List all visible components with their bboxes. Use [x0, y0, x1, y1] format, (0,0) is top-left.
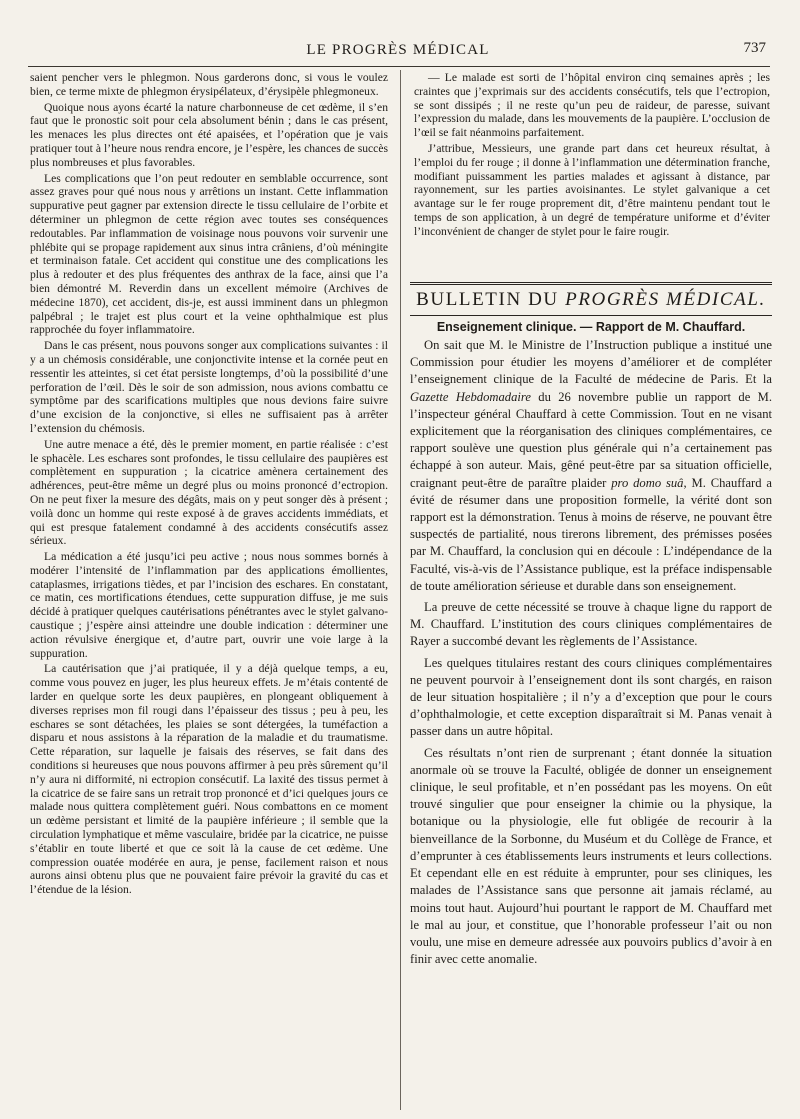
bulletin-bottom-rule: [410, 315, 772, 316]
running-title: LE PROGRÈS MÉDICAL: [306, 42, 490, 58]
latin-phrase: pro domo suâ: [611, 475, 684, 490]
right-column-top: [414, 71, 770, 241]
column-divider: [400, 70, 401, 1110]
bulletin-title-journal: PROGRÈS MÉDICAL.: [565, 289, 766, 310]
page-header: [28, 42, 768, 64]
paragraph: Une autre menace a été, dès le premier moment, en partie réalisée : c’est le sphacèle. Les eschares sont profondes, le tissu cellulaire des paupières est complètement en suppuration ; la cicatrice amènera certainement des adhérences, peut-être même un degré plus ou moins prononcé d’ectropion. On ne peut fixer la mesure des dégâts, mais on y peut songer dès à présent ; voilà donc un homme qui reste exposé à de graves accidents immédiats, et qui est presque fatalement condamné à des accidents consécutifs assez sérieux.: [30, 437, 388, 548]
journal-name: Gazette Hebdomadaire: [410, 389, 531, 404]
paragraph: Les quelques titulaires restant des cours cliniques complémentaires ne peuvent pourvoir à l’enseignement dont ils sont chargés, en raison de leur situation hospitalière ; il n’y a d’exception que pour le cours d’ophthalmologie, et cette exception disparaîtrait si M. Panas venait à passer dans un autre hôpital.: [410, 655, 772, 739]
bulletin-body: [410, 337, 772, 968]
text-run: On sait que M. le Ministre de l’Instruction publique a institué une Commission pour étudier les moyens d’améliorer et de compléter l’enseignement clinique de la Faculté de médecine de Paris. Et la: [410, 338, 772, 387]
paragraph: Ces résultats n’ont rien de surprenant ; étant donnée la situation anormale où se trouve la Faculté, obligée de donner un enseignement clinique, le seul profitable, et n’en possédant pas les moyens. On eût trouvé singulier que pour enseigner la chimie ou la physique, la botanique ou la physiologie, elle fut obligée de recourir à la bienveillance de la Sorbonne, du Muséum et du Collège de France, et d’emprunter à ces établissements leurs instruments et leurs collections. Et cependant elle en est réduite à emprunter, pour ses cliniques, les malades de l’Assistance sans que personne ait jamais réclamé, au moins tout haut. Aujourd’hui pourtant le rapport de M. Chauffard met le mal au jour, et constitue, que l’honorable professeur l’ait ou non voulu, une mise en demeure adressée aux pouvoirs publics d’avoir à en finir avec cette anomalie.: [410, 745, 772, 967]
paragraph: — Le malade est sorti de l’hôpital environ cinq semaines après ; les craintes que j’exprimais sur des accidents consécutifs, tels que l’ectropion, se sont dissipés ; il ne reste qu’un peu de raideur, de paresse, suivant l’expression du malade, dans les mouvements de la paupière. L’occlusion de l’œil se fait néanmoins parfaitement.: [414, 71, 770, 140]
paragraph: Quoique nous ayons écarté la nature charbonneuse de cet œdème, il s’en faut que le pronostic soit pour cela absolument bénin ; dans le cas présent, les menaces les plus directes ont été apaisées, et l’opération que je vais pratiquer tout à l’heure nous rendra encore, je l’espère, les chances de succès plus nombreuses et plus favorables.: [30, 100, 388, 169]
bulletin-title: [410, 289, 772, 311]
bulletin-section: [410, 282, 772, 972]
paragraph: J’attribue, Messieurs, une grande part dans cet heureux résultat, à l’emploi du fer rouge ; il donne à l’inflammation une détermination franche, modifiant puissamment les parties malades et agissant à distance, par rayonnement, sur les parties avoisinantes. Le stylet galvanique a cet avantage sur le fer rouge proprement dit, d’être maintenu pendant tout le temps de son application, à un degré de température uniforme et d’éviter l’inconvénient de changer de stylet pour le faire rougir.: [414, 141, 770, 238]
text-run: du 26 novembre publie un rapport de M. l’inspecteur général Chauffard à cette Commission. Tout en ne visant explicitement que la réorganisation des cliniques complémentaires, ce rapport soulève une question plus générale qui n’a certainement pas échappé à son auteur. Mais, gêné peut-être par sa situation officielle, craignant peut-être de paraître plaider: [410, 389, 773, 490]
bulletin-title-prefix: BULLETIN DU: [416, 289, 566, 310]
bulletin-top-rule: [410, 282, 772, 285]
text-run: , M. Chauffard a évité de résumer dans une proposition formelle, la vérité dont son rapport est la démonstration. Tenus à moins de réserve, ne pouvant être suspectés de partialité, nous tirerons librement, des prémisses posées par M. Chauffard, la conclusion qui en découle : L’indépendance de la Faculté, vis-à-vis de l’Assistance publique, est la préface indispensable de toute amélioration sérieuse et durable dans son enseignement.: [410, 475, 772, 593]
paragraph: La cautérisation que j’ai pratiquée, il y a déjà quelque temps, a eu, comme vous pouvez en juger, les plus heureux effets. Je m’étais contenté de larder en quelque sorte les deux paupières, en plongeant obliquement à diverses reprises mon fil rougi dans l’épaisseur des tissus ; peu à peu, les eschares se sont détachées, les plaies se sont détergées, la tuméfaction a disparu et nous assistons à la réparation de la maladie et du traumatisme. Cette réparation, sur laquelle je faisais des réserves, se fait dans des conditions si heureuses que nous pouvons affirmer à peu près sûrement qu’il n’y aura ni difformité, ni ectropion consécutif. La laxité des tissus permet à la cicatrice de se faire sans un retrait trop prononcé et d’ici quelques jours ce malade nous quittera complètement guéri. Nous combattons en ce moment un œdème persistant et limité de la paupière inférieure ; il semble que la circulation lymphatique et même vasculaire, bridée par la cicatrice, ne puisse s’établir en toute liberté et que ce soit là la cause de cet œdème. Une compression ouatée modérée en aura, je pense, facilement raison et nous aurons ainsi obtenu plus que ne pouvaient faire prévoir la gravité du cas et l’étendue de la lésion.: [30, 662, 388, 897]
paragraph: saient pencher vers le phlegmon. Nous garderons donc, si vous le voulez bien, ce terme mixte de phlegmon érysipélateux, d’érysipèle phlegmoneux.: [30, 71, 388, 98]
section-heading: Enseignement clinique. — Rapport de M. Chauffard.: [436, 320, 746, 334]
paragraph: La médication a été jusqu’ici peu active ; nous nous sommes bornés à modérer l’intensité de l’inflammation par des applications émollientes, cataplasmes, irrigations tièdes, et par l’incision des eschares. En constatant, ce matin, ces mortifications étendues, cette suppuration diffuse, je me suis décidé à pratiquer quelques cautérisations pénétrantes avec le stylet galvano-caustique ; j’espère ainsi atteindre une double indication : déterminer une action révulsive énergique et, d’autre part, ouvrir une voie large à la suppuration.: [30, 550, 388, 660]
paragraph: La preuve de cette nécessité se trouve à chaque ligne du rapport de M. Chauffard. L’institution des cours cliniques complémentaires de Rayer a succombé devant les règlements de l’Assistance.: [410, 600, 772, 649]
paragraph: [410, 337, 772, 595]
page-number: 737: [743, 40, 766, 56]
left-column: [30, 71, 388, 899]
paragraph: Dans le cas présent, nous pouvons songer aux complications suivantes : il y a un chémosis considérable, une conjonctivite intense et la cornée peut en ressentir les atteintes, si cet état persiste longtemps, d’où la possibilité d’une perforation de l’œil. Dès le soir de son admission, nous avions combattu ce symptôme par des scarifications multiples que nous devions faire suivre d’une excision de la conjonctive, si elles ne suffisaient pas à arrêter l’extension du chémosis.: [30, 339, 388, 435]
header-rule: [28, 66, 770, 67]
paragraph: Les complications que l’on peut redouter en semblable occurrence, sont assez graves pour qué nous nous y arrêtions un instant. Cette inflammation suppurative peut gagner par extension directe le tissu cellulaire de l’orbite et déterminer un phlegmon de cette région avec toutes ses conséquences redoutables. Par inflammation de voisinage nous pouvons voir survenir une phlébite qui se propage rapidement aux sinus intra crâniens, d’où méningite et terminaison fatale. Cet accident qui constitue une des complications les plus à redouter et des plus fréquentes des anthrax de la face, ainsi que l’a bien démontré M. Reverdin dans un excellent mémoire (Archives de médecine 1870), cet accident, dis-je, est aussi imminent dans un phlegmon palpébral ; le trajet est plus court et la veine ophthalmique est plus rapprochée du foyer inflammatoire.: [30, 171, 388, 337]
